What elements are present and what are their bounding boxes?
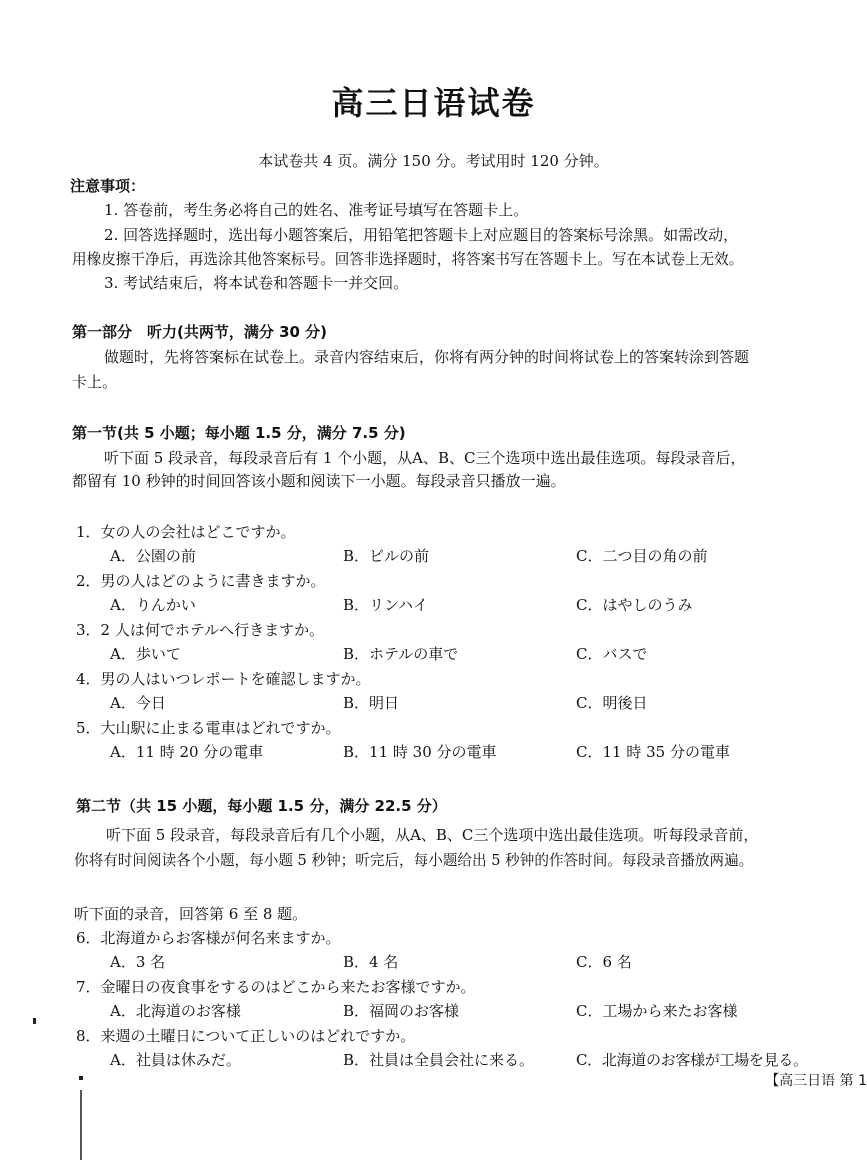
question-2-option-b: B．リンハイ	[343, 596, 428, 614]
question-5-option-a: A．11 時 20 分の電車	[110, 743, 264, 761]
section2-heading: 第二节（共 15 小题，每小题 1.5 分，满分 22.5 分）	[76, 797, 447, 815]
question-7-option-c: C．工場から来たお客様	[576, 1002, 738, 1020]
question-3-option-c: C．バスで	[576, 645, 648, 663]
question-6-text: 6．北海道からお客様が何名来ますか。	[76, 929, 341, 947]
question-6-option-b: B．4 名	[343, 953, 399, 971]
question-6-option-a: A．3 名	[110, 953, 166, 971]
part1-heading: 第一部分 听力(共两节，满分 30 分)	[72, 323, 328, 341]
question-8-option-c: C．北海道のお客様が工場を見る。	[576, 1051, 808, 1069]
section2-intro-line-2: 你将有时间阅读各个小题，每小题 5 秒钟；听完后，每小题给出 5 秒钟的作答时间。每段录音播放两遍。	[74, 852, 754, 869]
section1-intro-line-2: 都留有 10 秒钟的时间回答该小题和阅读下一小题。每段录音只播放一遍。	[72, 472, 566, 490]
question-7-text: 7．金曜日の夜食事をするのはどこから来たお客様ですか。	[76, 978, 476, 996]
scan-speck	[33, 1018, 36, 1024]
notice-item-3: 3. 考试结束后，将本试卷和答题卡一并交回。	[104, 274, 409, 292]
question-5-text: 5．大山駅に止まる電車はどれですか。	[76, 719, 341, 737]
question-3-text: 3．2 人は何でホテルへ行きますか。	[76, 621, 325, 639]
part1-intro-line-1: 做题时，先将答案标在试卷上。录音内容结束后，你将有两分钟的时间将试卷上的答案转涂到答题	[104, 348, 750, 366]
question-6-option-c: C．6 名	[576, 953, 632, 971]
question-2-option-c: C．はやしのうみ	[576, 596, 693, 614]
question-4-option-b: B．明日	[343, 694, 400, 712]
question-4-text: 4．男の人はいつレポートを確認しますか。	[76, 670, 371, 688]
question-7-option-b: B．福岡のお客様	[343, 1002, 460, 1020]
question-2-option-a: A．りんかい	[110, 596, 196, 614]
question-1-text: 1．女の人の会社はどこですか。	[76, 523, 296, 541]
scan-speck	[79, 1076, 83, 1080]
question-1-option-c: C．二つ目の角の前	[576, 547, 708, 565]
section2-intro-line-1: 听下面 5 段录音，每段录音后有几个小题，从A、B、C三个选项中选出最佳选项。听每段录音前，	[106, 826, 759, 844]
scan-line	[80, 1090, 82, 1160]
question-1-option-b: B．ビルの前	[343, 547, 430, 565]
question-3-option-a: A．歩いて	[110, 645, 181, 663]
question-4-option-c: C．明後日	[576, 694, 648, 712]
page-footer: 【高三日语 第 1	[765, 1073, 867, 1089]
section1-heading: 第一节(共 5 小题；每小题 1.5 分，满分 7.5 分)	[72, 424, 406, 442]
question-1-option-a: A．公園の前	[110, 547, 196, 565]
notice-item-2-line-1: 2. 回答选择题时，选出每小题答案后，用铅笔把答题卡上对应题目的答案标号涂黑。如需改动，	[104, 226, 739, 244]
question-2-text: 2．男の人はどのように書きますか。	[76, 572, 326, 590]
part1-intro-line-2: 卡上。	[72, 373, 118, 391]
notice-heading: 注意事项：	[70, 177, 146, 195]
question-3-option-b: B．ホテルの車で	[343, 645, 459, 663]
question-8-text: 8．来週の土曜日について正しいのはどれですか。	[76, 1027, 416, 1045]
question-5-option-b: B．11 時 30 分の電車	[343, 743, 497, 761]
page-title: 高三日语试卷	[331, 84, 536, 122]
exam-info: 本试卷共 4 页。满分 150 分。考试用时 120 分钟。	[258, 152, 609, 170]
question-7-option-a: A．北海道のお客様	[110, 1002, 241, 1020]
question-8-option-b: B．社員は全員会社に来る。	[343, 1051, 535, 1069]
question-4-option-a: A．今日	[110, 694, 166, 712]
question-8-option-a: A．社員は休みだ。	[110, 1051, 241, 1069]
question-group-intro: 听下面的录音，回答第 6 至 8 题。	[74, 905, 308, 923]
section1-intro-line-1: 听下面 5 段录音，每段录音后有 1 个小题，从A、B、C三个选项中选出最佳选项。每段录音后，	[104, 449, 746, 467]
notice-item-1: 1. 答卷前，考生务必将自己的姓名、准考证号填写在答题卡上。	[104, 201, 529, 219]
notice-item-2-line-2: 用橡皮擦干净后，再选涂其他答案标号。回答非选择题时，将答案书写在答题卡上。写在本试卷上无效。	[72, 251, 744, 268]
question-5-option-c: C．11 時 35 分の電車	[576, 743, 730, 761]
